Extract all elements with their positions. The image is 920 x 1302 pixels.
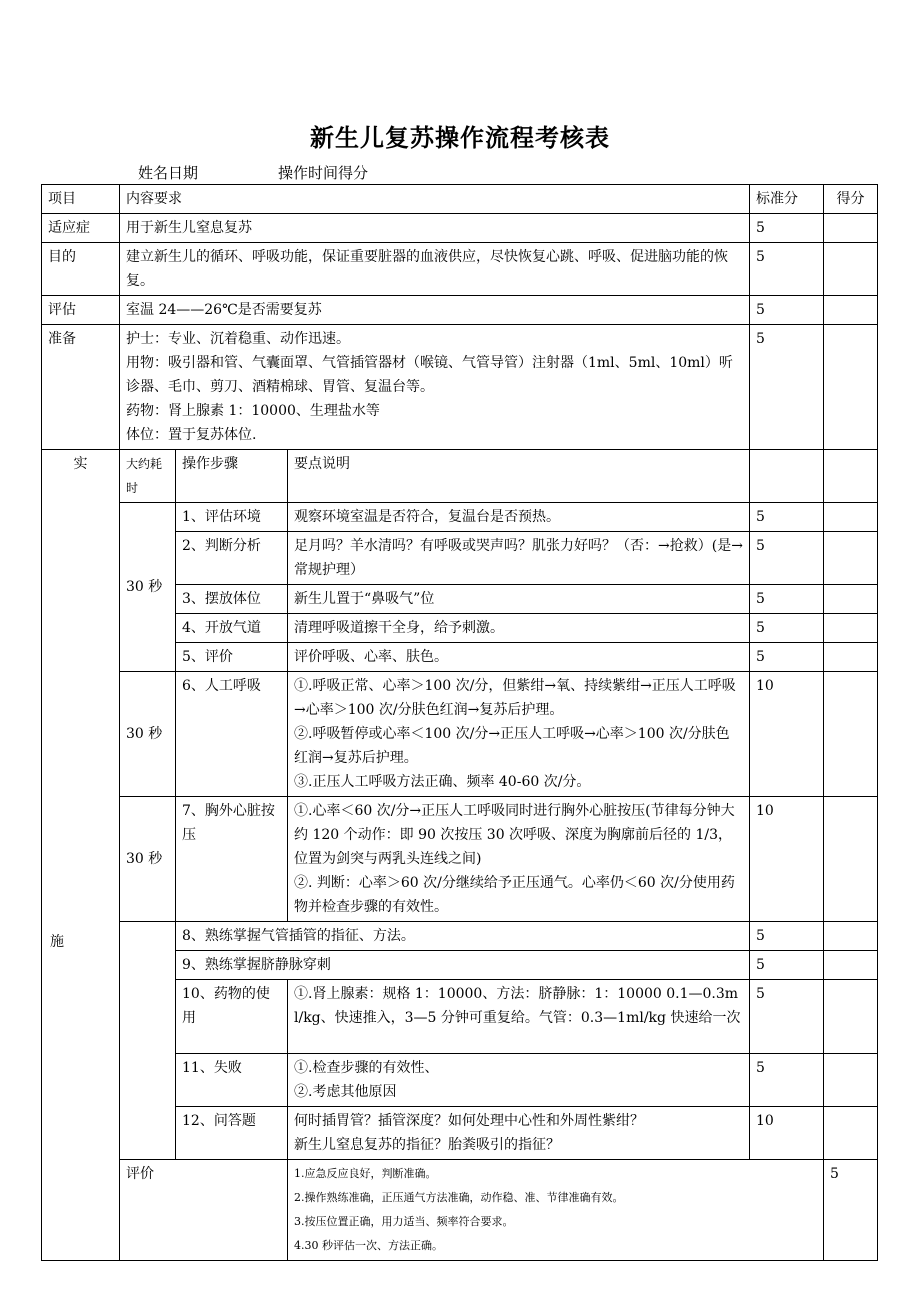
point-line: ②.考虑其他原因 xyxy=(294,1084,397,1100)
header-item: 项目 xyxy=(42,185,120,214)
prep-position: 体位：置于复苏体位. xyxy=(126,427,257,443)
row-standard: 5 xyxy=(824,1160,878,1261)
step-name: 12、问答题 xyxy=(176,1107,288,1160)
prep-nurse: 护士：专业、沉着稳重、动作迅速。 xyxy=(126,331,350,347)
row-item: 准备 xyxy=(42,325,120,450)
table-row xyxy=(42,672,878,797)
step-name: 9、熟练掌握脐静脉穿刺 xyxy=(176,951,750,980)
step-point xyxy=(288,1107,750,1160)
name-date-label: 姓名日期 xyxy=(138,164,199,182)
evaluation-row xyxy=(42,1160,878,1261)
row-standard: 5 xyxy=(750,214,824,243)
time-cell: 30 秒 xyxy=(120,503,176,672)
time-header: 大约耗时 xyxy=(120,450,176,503)
point-header: 要点说明 xyxy=(288,450,750,503)
table-row xyxy=(42,325,878,450)
row-item: 目的 xyxy=(42,243,120,296)
row-content: 建立新生儿的循环、呼吸功能，保证重要脏器的血液供应，尽快恢复心跳、呼吸、促进脑功能的恢复。 xyxy=(120,243,750,296)
impl-label-cell xyxy=(42,450,120,1261)
header-score: 得分 xyxy=(824,185,878,214)
point-line: ①.检查步骤的有效性、 xyxy=(294,1060,439,1076)
step-name: 6、人工呼吸 xyxy=(176,672,288,797)
score-cell[interactable] xyxy=(824,1107,878,1160)
row-standard: 5 xyxy=(750,296,824,325)
impl-label-bottom: 施 xyxy=(50,934,64,950)
page-title: 新生儿复苏操作流程考核表 xyxy=(310,123,610,152)
step-name: 5、评价 xyxy=(176,643,288,672)
evaluation-label: 评价 xyxy=(120,1160,288,1261)
row-standard: 5 xyxy=(750,585,824,614)
step-point: 新生儿置于“鼻吸气”位 xyxy=(288,585,750,614)
score-cell[interactable] xyxy=(824,503,878,532)
header-row xyxy=(42,185,878,214)
row-standard: 10 xyxy=(750,672,824,797)
point-line: ①.呼吸正常、心率＞100 次/分，但紫绀→氧、持续紫绀→正压人工呼吸→心率＞100 次/分肤色红润→复苏后护理。 xyxy=(294,678,736,718)
score-cell[interactable] xyxy=(824,980,878,1054)
row-standard: 5 xyxy=(750,614,824,643)
row-item: 适应症 xyxy=(42,214,120,243)
score-cell[interactable] xyxy=(824,797,878,922)
evaluation-line: 2.操作熟练准确，正压通气方法准确，动作稳、准、节律准确有效。 xyxy=(294,1191,624,1204)
prep-drugs: 药物：肾上腺素 1：10000、生理盐水等 xyxy=(126,403,380,419)
step-name: 11、失败 xyxy=(176,1054,288,1107)
row-content: 室温 24——26℃是否需要复苏 xyxy=(120,296,750,325)
time-cell: 30 秒 xyxy=(120,672,176,797)
step-point xyxy=(288,797,750,922)
step-name: 8、熟练掌握气管插管的指征、方法。 xyxy=(176,922,750,951)
time-cell: 30 秒 xyxy=(120,797,176,922)
point-line: ②. 判断：心率＞60 次/分继续给予正压通气。心率仍＜60 次/分使用药物并检查步骤的有效性。 xyxy=(294,875,735,915)
point-line: ②.呼吸暂停或心率＜100 次/分→正压人工呼吸→心率＞100 次/分肤色红润→复苏后护理。 xyxy=(294,726,730,766)
score-cell[interactable] xyxy=(824,214,878,243)
score-cell[interactable] xyxy=(824,1054,878,1107)
score-cell[interactable] xyxy=(824,672,878,797)
row-standard xyxy=(750,450,824,503)
row-standard: 5 xyxy=(750,503,824,532)
header-standard: 标准分 xyxy=(750,185,824,214)
point-line: ③.正压人工呼吸方法正确、频率 40-60 次/分。 xyxy=(294,774,591,790)
row-standard: 10 xyxy=(750,1107,824,1160)
row-item: 评估 xyxy=(42,296,120,325)
step-point: 清理呼吸道擦干全身，给予刺激。 xyxy=(288,614,750,643)
table-row xyxy=(42,214,878,243)
row-standard: 10 xyxy=(750,797,824,922)
step-name: 7、胸外心脏按压 xyxy=(176,797,288,922)
row-standard: 5 xyxy=(750,1054,824,1107)
step-header: 操作步骤 xyxy=(176,450,288,503)
row-standard: 5 xyxy=(750,922,824,951)
row-standard: 5 xyxy=(750,643,824,672)
row-standard: 5 xyxy=(750,325,824,450)
table-row xyxy=(42,296,878,325)
evaluation-line: 3.按压位置正确，用力适当、频率符合要求。 xyxy=(294,1215,514,1228)
step-name: 2、判断分析 xyxy=(176,532,288,585)
step-point: ①.肾上腺素：规格 1：10000、方法：脐静脉：1：10000 0.1—0.3ml/kg、快速推入，3—5 分钟可重复给。气管：0.3—1ml/kg 快速给一次 xyxy=(288,980,750,1054)
point-line: ①.心率＜60 次/分→正压人工呼吸同时进行胸外心脏按压(节律每分钟大约 120 个动作：即 90 次按压 30 次呼吸、深度为胸廓前后径的 1/3，位置为剑突与两乳头连线之间) xyxy=(294,803,735,867)
step-point: 足月吗？羊水清吗？有呼吸或哭声吗？肌张力好吗？（否：→抢救）(是→常规护理） xyxy=(288,532,750,585)
table-row xyxy=(42,243,878,296)
table-row xyxy=(42,797,878,922)
impl-header-row xyxy=(42,450,878,503)
step-name: 10、药物的使用 xyxy=(176,980,288,1054)
score-cell[interactable] xyxy=(824,450,878,503)
row-standard: 5 xyxy=(750,980,824,1054)
score-cell[interactable] xyxy=(824,296,878,325)
score-cell[interactable] xyxy=(824,585,878,614)
score-cell[interactable] xyxy=(824,532,878,585)
point-line: 新生儿窒息复苏的指征？胎粪吸引的指征？ xyxy=(294,1137,560,1153)
step-point xyxy=(288,1054,750,1107)
step-point: 观察环境室温是否符合，复温台是否预热。 xyxy=(288,503,750,532)
step-name: 3、摆放体位 xyxy=(176,585,288,614)
evaluation-line: 1.应急反应良好，判断准确。 xyxy=(294,1167,437,1180)
header-content: 内容要求 xyxy=(120,185,750,214)
step-point xyxy=(288,672,750,797)
evaluation-content xyxy=(288,1160,824,1261)
impl-label-top: 实 xyxy=(73,456,88,472)
score-cell[interactable] xyxy=(824,325,878,450)
step-name: 4、开放气道 xyxy=(176,614,288,643)
time-score-label: 操作时间得分 xyxy=(278,164,369,182)
score-cell[interactable] xyxy=(824,614,878,643)
assessment-table xyxy=(41,184,878,1261)
prep-supplies: 用物：吸引器和管、气囊面罩、气管插管器材（喉镜、气管导管）注射器（1ml、5ml、10ml）听诊器、毛巾、剪刀、酒精棉球、胃管、复温台等。 xyxy=(126,355,733,395)
row-standard: 5 xyxy=(750,243,824,296)
table-row xyxy=(42,922,878,951)
row-content xyxy=(120,325,750,450)
table-row xyxy=(42,503,878,532)
point-line: 何时插胃管？插管深度？如何处理中心性和外周性紫绀？ xyxy=(294,1113,644,1129)
score-cell[interactable] xyxy=(824,243,878,296)
step-name: 1、评估环境 xyxy=(176,503,288,532)
step-point: 评价呼吸、心率、肤色。 xyxy=(288,643,750,672)
row-standard: 5 xyxy=(750,951,824,980)
evaluation-line: 4.30 秒评估一次、方法正确。 xyxy=(294,1239,443,1252)
row-content: 用于新生儿窒息复苏 xyxy=(120,214,750,243)
time-cell xyxy=(120,922,176,1160)
row-standard: 5 xyxy=(750,532,824,585)
score-cell[interactable] xyxy=(824,643,878,672)
score-cell[interactable] xyxy=(824,922,878,951)
score-cell[interactable] xyxy=(824,951,878,980)
